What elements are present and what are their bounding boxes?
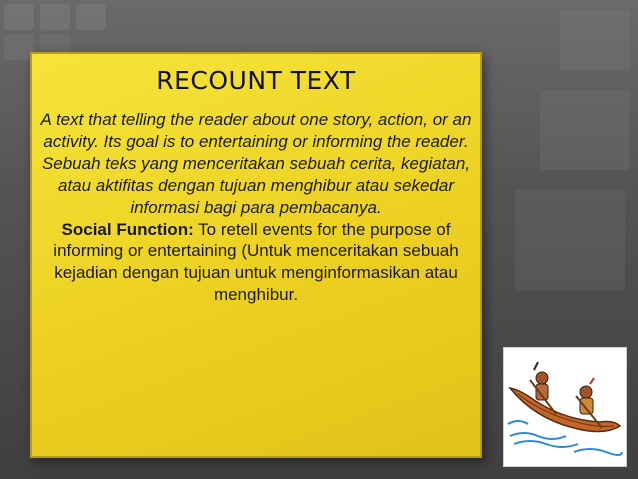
canoe-clipart-icon <box>504 348 626 466</box>
bg-tile <box>4 4 34 30</box>
social-function-text: To retell events for the purpose of informing or entertaining (Untuk menceritakan sebuah kejadian dengan tujuan untuk menginformasikan atau menghibur. <box>53 219 459 305</box>
canoe-illustration <box>503 347 627 467</box>
content-card <box>30 52 482 458</box>
bg-tile <box>560 10 630 70</box>
definition-english: A text that telling the reader about one story, action, or an activity. Its goal is to entertaining or informing the reader. <box>40 110 472 151</box>
social-function-label: Social Function: <box>61 219 194 239</box>
bg-tile <box>40 4 70 30</box>
bg-tile <box>76 4 106 30</box>
slide-title: RECOUNT TEXT <box>156 66 356 95</box>
bg-tile <box>540 90 630 170</box>
definition-indonesian: Sebuah teks yang menceritakan sebuah cerita, kegiatan, atau aktifitas dengan tujuan menghibur atau sekedar informasi bagi para pembacanya. <box>41 153 471 217</box>
slide-body <box>34 109 478 306</box>
social-function <box>34 219 478 307</box>
bg-tile <box>515 190 625 290</box>
